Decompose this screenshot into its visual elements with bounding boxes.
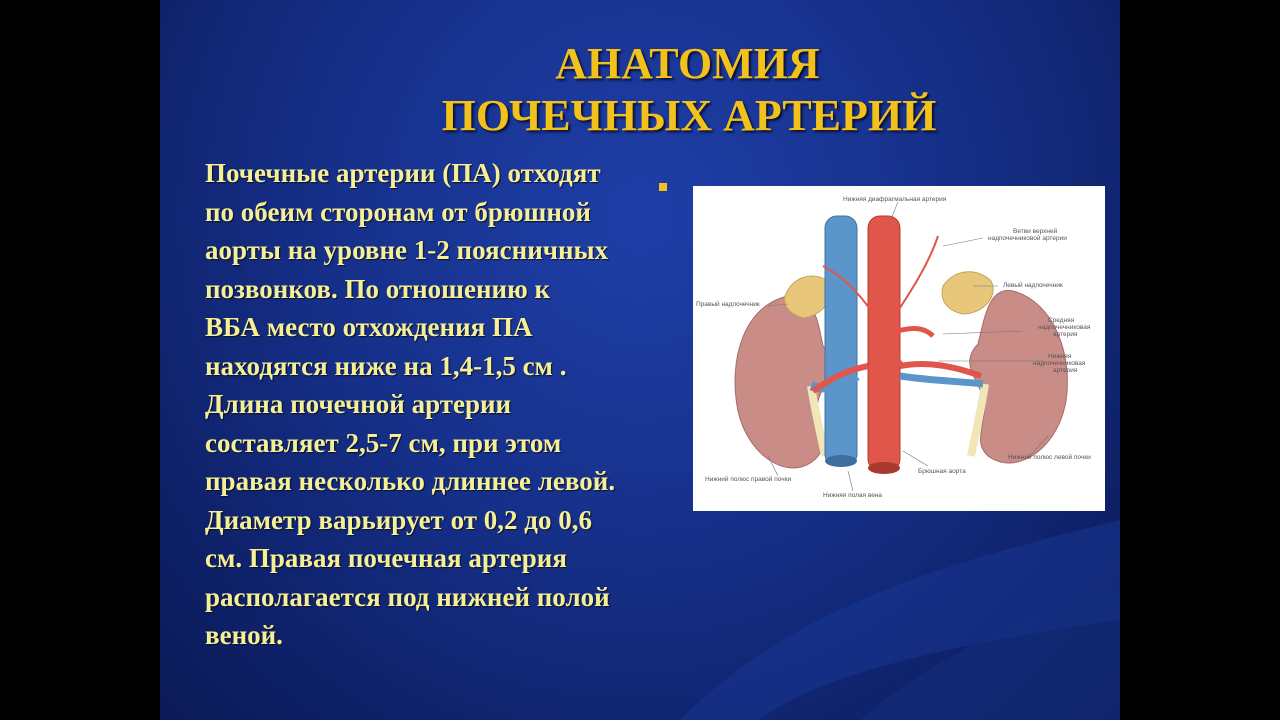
slide-title bbox=[160, 38, 1120, 142]
label-superior-adrenal-1: Ветви верхней bbox=[1013, 228, 1058, 235]
label-inferior-adrenal-3: артерия bbox=[1053, 367, 1078, 374]
label-inferior-phrenic-artery: Нижняя диафрагмальная артерия bbox=[843, 196, 947, 203]
label-right-kidney-lower-pole: Нижний полюс правой почки bbox=[705, 476, 792, 483]
slide bbox=[160, 0, 1120, 720]
label-middle-adrenal-2: надпочечниковая bbox=[1038, 324, 1091, 331]
body-line: составляет 2,5-7 см, при этом bbox=[205, 427, 562, 458]
body-line: см. Правая почечная артерия bbox=[205, 543, 567, 573]
title-line-2: ПОЧЕЧНЫХ АРТЕРИЙ bbox=[441, 91, 937, 140]
label-inferior-adrenal-2: надпочечниковая bbox=[1033, 360, 1086, 367]
body-line: Диаметр варьирует от 0,2 до 0,6 bbox=[205, 504, 592, 535]
label-inferior-vena-cava: Нижняя полая вена bbox=[823, 492, 883, 499]
label-inferior-adrenal-1: Нижняя bbox=[1048, 353, 1072, 360]
label-middle-adrenal-3: артерия bbox=[1053, 331, 1078, 338]
body-line: правая несколько длиннее левой. bbox=[205, 466, 616, 496]
body-line: Почечные артерии (ПА) отходят bbox=[205, 158, 601, 188]
body-line: по обеим сторонам от брюшной bbox=[205, 196, 591, 227]
label-left-adrenal: Левый надпочечник bbox=[1003, 282, 1063, 289]
label-middle-adrenal-1: Средняя bbox=[1048, 317, 1075, 324]
label-superior-adrenal-2: надпочечниковой артерии bbox=[988, 235, 1067, 242]
body-line: веной. bbox=[205, 620, 283, 650]
body-line: находятся ниже на 1,4-1,5 см . bbox=[205, 350, 567, 381]
kidney-anatomy-figure bbox=[693, 186, 1105, 511]
body-line: располагается под нижней полой bbox=[205, 581, 610, 612]
label-abdominal-aorta: Брюшная аорта bbox=[918, 468, 966, 475]
body-line: ВБА место отхождения ПА bbox=[205, 312, 533, 342]
title-line-1: АНАТОМИЯ bbox=[555, 39, 820, 88]
label-left-kidney-lower-pole: Нижний полюс левой почки bbox=[1008, 454, 1091, 461]
body-text bbox=[205, 154, 695, 655]
body-line: Длина почечной артерии bbox=[205, 389, 512, 419]
label-right-adrenal: Правый надпочечник bbox=[696, 301, 760, 308]
body-line: позвонков. По отношению к bbox=[205, 273, 551, 304]
bullet-square bbox=[659, 183, 667, 191]
body-line: аорты на уровне 1-2 поясничных bbox=[205, 235, 609, 265]
